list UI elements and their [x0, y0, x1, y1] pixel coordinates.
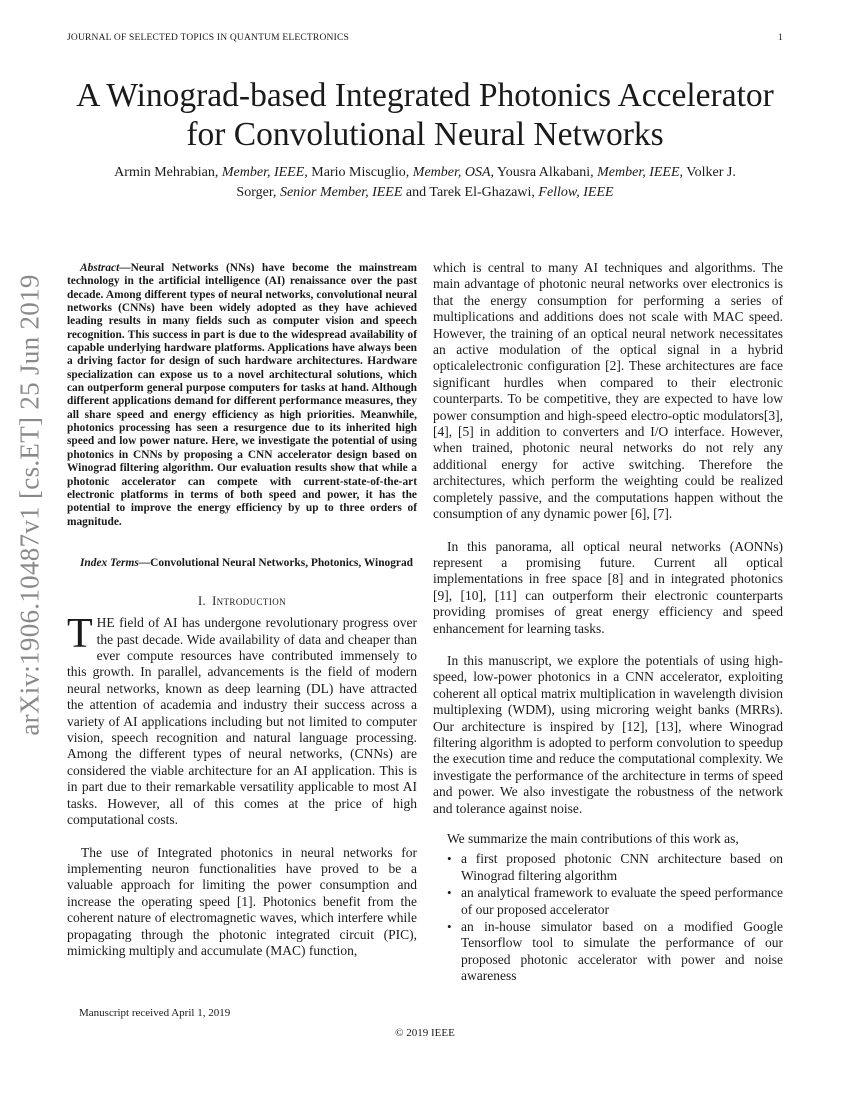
authors-line-1: Armin Mehrabian, Member, IEEE, Mario Miscuglio, Member, OSA, Yousra Alkabani, Member, IEEE, Volker J.: [114, 165, 736, 180]
copyright-notice: © 2019 IEEE: [395, 1027, 455, 1039]
bullet-icon: •: [447, 919, 452, 935]
left-column: [67, 262, 417, 959]
title-line-1: A Winograd-based Integrated Photonics Accelerator: [76, 77, 774, 114]
list-item: • a first proposed photonic CNN architecture based on Winograd filtering algorithm: [447, 851, 783, 883]
bullet-icon: •: [447, 885, 452, 901]
arxiv-identifier: arXiv:1906.10487v1 [cs.ET] 25 Jun 2019: [14, 274, 45, 736]
running-header: [67, 33, 783, 47]
index-terms: [67, 557, 417, 570]
contributions-list: [433, 851, 783, 984]
intro-paragraph-3: In this panorama, all optical neural networks (AONNs) represent a promising future. Current all optical implementations in free space [8] and in integrated photonics [9], [10], [11] can outperform their electronic counterparts providing promises of great energy efficiency and speed enhancement for learning tasks.: [433, 538, 783, 636]
intro-paragraph-1-text: HE field of AI has undergone revolutionary progress over the past decade. Wide availability of data and cheaper than ever compute resources have contributed immensely to this growth. In parallel, advancements is the field of modern neural networks, known as deep learning (DL) have attracted the attention of academia and industry their success across a variety of AI applications including but not limited to computer vision, speech recognition and natural language processing. Among the different types of neural networks, (CNNs) are considered the viable architecture for an AI application. This is in part due to their remarkable versatility applicable to most AI tasks. However, all of this comes at the price of high computational costs.: [67, 615, 417, 828]
section-title: Introduction: [212, 594, 287, 609]
abstract: [67, 262, 417, 529]
intro-paragraph-1: [67, 611, 417, 828]
intro-paragraph-5: We summarize the main contributions of this work as,: [447, 831, 739, 846]
author-list: [55, 163, 795, 203]
arxiv-stamp: [7, 274, 53, 736]
manuscript-footnote: Manuscript received April 1, 2019: [79, 1007, 231, 1019]
right-column: [433, 260, 783, 986]
section-heading-introduction: [67, 594, 417, 609]
index-terms-text: —Convolutional Neural Networks, Photonics, Winograd: [138, 556, 414, 569]
intro-paragraph-4: In this manuscript, we explore the potentials of using high-speed, low-power photonics in a CNN accelerator, exploiting coherent all optical matrix multiplication in wavelength division multiplexing (WDM), using microring weight banks (MRRs). Our architecture is inspired by [12], [13], where Winograd filtering algorithm is adopted to perform convolution to speedup the execution time and reduce the computational complexity. We investigate the performance of the architecture in terms of speed and power. We also investigate the robustness of the network and tolerance against noise.: [433, 652, 783, 816]
list-item: • an in-house simulator based on a modified Google Tensorflow tool to simulate the performance of our proposed photonic accelerator with power and noise awareness: [447, 919, 783, 984]
drop-cap: T: [67, 611, 93, 658]
authors-line-2: Sorger, Senior Member, IEEE and Tarek El-Ghazawi, Fellow, IEEE: [236, 185, 614, 200]
intro-paragraph-2: The use of Integrated photonics in neural networks for implementing neuron functionalities have proved to be a valuable approach for limiting the power consumption and increase the operating speed [1]. Photonics benefit from the coherent nature of electromagnetic waves, which interfere while propagating through the photonic integrated circuit (PIC), mimicking multiply and accumulate (MAC) function,: [67, 844, 417, 958]
bullet-icon: •: [447, 851, 452, 867]
section-number: I.: [197, 594, 207, 609]
journal-name: JOURNAL OF SELECTED TOPICS IN QUANTUM ELECTRONICS: [67, 33, 349, 43]
intro-paragraph-2-continued: which is central to many AI techniques and algorithms. The main advantage of photonic neural networks over electronics is that the energy consumption for performing a series of multiplications and additions does not scale with MAC speed. However, the training of an optical neural network necessitates an active modulation of the optical signal in a hybrid opticalelectronic configuration [2]. These architectures are face significant hurdles when compared to their electronic counterparts. To be competitive, they are expected to have low power consumption and high-speed electro-optic modulators[3], [4], [5] in addition to converters and I/O interface. However, when trained, photonic neural networks do not rely any additional energy for active switching. Therefore the architectures, which perform the weighting could be realized completely passive, and the computations happen without the consumption of any dynamic power [6], [7].: [433, 260, 783, 522]
paper-title: [40, 76, 810, 154]
title-line-2: for Convolutional Neural Networks: [186, 116, 664, 153]
index-terms-label: Index Terms: [80, 556, 139, 569]
page-number: 1: [778, 33, 783, 43]
abstract-text: —Neural Networks (NNs) have become the mainstream technology in the artificial intelligence (AI) renaissance over the past decade. Among different types of neural networks, convolutional neural networks (CNNs) have been widely adopted as they have achieved leading results in many fields such as computer vision and speech recognition. This success in part is due to the widespread availability of capable underlying hardware platforms. Applications have always been a driving factor for design of such hardware architectures. Hardware specialization can expose us to a novel architectural solutions, which can outperform general purpose computers for tasks at hand. Although different applications demand for different performance measures, they all share speed and energy efficiency as high priorities. Meanwhile, photonics processing has seen a resurgence due to its inherited high speed and low power nature. Here, we investigate the potential of using photonics in CNNs by proposing a CNN accelerator design based on Winograd filtering algorithm. Our evaluation results show that while a photonic accelerator can compete with current-state-of-the-art electronic platforms in terms of both speed and power, it has the potential to improve the energy efficiency by up to three orders of magnitude.: [67, 262, 417, 528]
list-item: • an analytical framework to evaluate the speed performance of our proposed accelerator: [447, 885, 783, 917]
abstract-label: Abstract: [80, 262, 120, 274]
